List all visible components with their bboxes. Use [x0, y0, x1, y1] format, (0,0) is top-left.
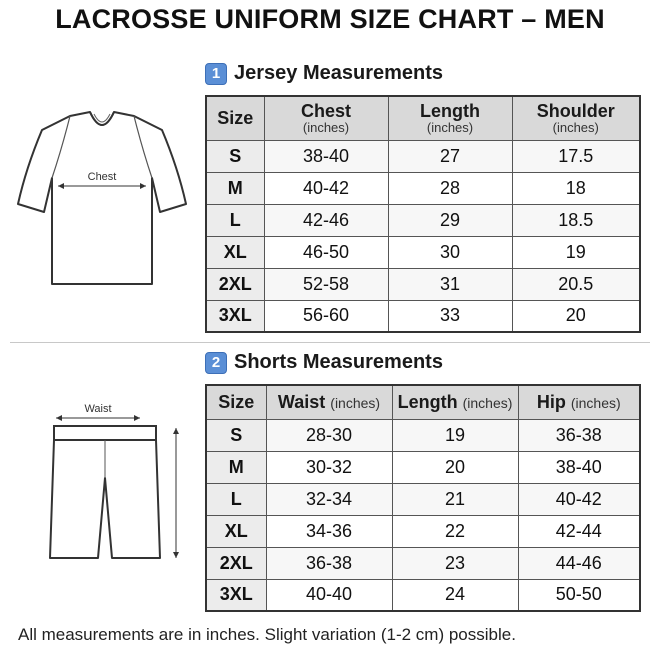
size-cell: XL: [206, 236, 264, 268]
shoulder-cell: 20: [512, 300, 640, 332]
size-cell: 3XL: [206, 579, 266, 611]
table-row: [206, 268, 640, 300]
table-row: [206, 236, 640, 268]
chest-measure-label: Chest: [87, 171, 117, 183]
hip-cell: 44-46: [518, 547, 640, 579]
jersey-outline: [18, 112, 186, 284]
chest-cell: 42-46: [264, 204, 388, 236]
shorts-section-title: Shorts Measurements: [234, 351, 443, 373]
jersey-section-title: Jersey Measurements: [234, 62, 444, 84]
shorts-illustration: [48, 398, 188, 568]
header-length-label: Length: [397, 391, 458, 412]
length-cell: 28: [388, 172, 512, 204]
size-cell: S: [206, 140, 264, 172]
length-cell: 23: [392, 547, 518, 579]
header-length: [388, 96, 512, 140]
table-row: [206, 419, 640, 451]
size-cell: 2XL: [206, 268, 264, 300]
header-length-label: Length: [420, 100, 480, 121]
chest-cell: 38-40: [264, 140, 388, 172]
size-cell: 3XL: [206, 300, 264, 332]
size-cell: M: [206, 172, 264, 204]
table-row: [206, 300, 640, 332]
chest-cell: 46-50: [264, 236, 388, 268]
page-title: LACROSSE UNIFORM SIZE CHART – MEN: [55, 4, 605, 34]
shorts-section-heading: [205, 351, 443, 374]
header-length: [392, 385, 518, 419]
section-divider: [10, 342, 650, 343]
table-row: [206, 140, 640, 172]
header-hip-unit: (inches): [570, 394, 621, 411]
waist-cell: 32-34: [266, 483, 392, 515]
hip-cell: 36-38: [518, 419, 640, 451]
waist-cell: 30-32: [266, 451, 392, 483]
jersey-section-heading: [205, 62, 443, 85]
hip-cell: 40-42: [518, 483, 640, 515]
header-shoulder-unit: (inches): [552, 119, 599, 135]
header-chest-label: Chest: [300, 100, 351, 121]
length-cell: 22: [392, 515, 518, 547]
length-cell: 27: [388, 140, 512, 172]
shorts-size-table: [205, 384, 641, 612]
table-row: [206, 204, 640, 236]
table-row: [206, 547, 640, 579]
jersey-size-table: [205, 95, 641, 333]
waist-cell: 34-36: [266, 515, 392, 547]
waist-cell: 40-40: [266, 579, 392, 611]
header-size: Size: [206, 96, 264, 140]
header-shoulder-label: Shoulder: [536, 100, 615, 121]
table-header-row: [206, 96, 640, 140]
size-cell: S: [206, 419, 266, 451]
length-cell: 24: [392, 579, 518, 611]
table-row: [206, 172, 640, 204]
section-number-badge: 1: [205, 63, 227, 85]
length-cell: 21: [392, 483, 518, 515]
size-cell: XL: [206, 515, 266, 547]
header-waist-unit: (inches): [330, 394, 381, 411]
shoulder-cell: 18: [512, 172, 640, 204]
waist-cell: 36-38: [266, 547, 392, 579]
hip-cell: 42-44: [518, 515, 640, 547]
header-size: Size: [206, 385, 266, 419]
shoulder-cell: 20.5: [512, 268, 640, 300]
section-number-badge: 2: [205, 352, 227, 374]
length-cell: 31: [388, 268, 512, 300]
header-length-unit: (inches): [426, 119, 474, 135]
shoulder-cell: 17.5: [512, 140, 640, 172]
table-row: [206, 515, 640, 547]
chest-cell: 40-42: [264, 172, 388, 204]
length-cell: 19: [392, 419, 518, 451]
length-cell: 30: [388, 236, 512, 268]
header-waist-label: Waist: [277, 391, 326, 412]
footer-note: All measurements are in inches. Slight variation (1-2 cm) possible.: [18, 625, 516, 644]
waist-measure-label: Waist: [84, 403, 112, 415]
table-row: [206, 579, 640, 611]
length-cell: 20: [392, 451, 518, 483]
size-cell: 2XL: [206, 547, 266, 579]
header-waist: [266, 385, 392, 419]
shorts-waistband: [54, 426, 156, 440]
header-chest: [264, 96, 388, 140]
header-chest-unit: (inches): [302, 119, 350, 135]
table-header-row: [206, 385, 640, 419]
chest-cell: 52-58: [264, 268, 388, 300]
size-cell: L: [206, 204, 264, 236]
size-cell: L: [206, 483, 266, 515]
size-cell: M: [206, 451, 266, 483]
chest-cell: 56-60: [264, 300, 388, 332]
hip-cell: 38-40: [518, 451, 640, 483]
waist-cell: 28-30: [266, 419, 392, 451]
header-shoulder: [512, 96, 640, 140]
shoulder-cell: 19: [512, 236, 640, 268]
jersey-illustration: [10, 108, 195, 293]
length-cell: 33: [388, 300, 512, 332]
length-cell: 29: [388, 204, 512, 236]
table-row: [206, 483, 640, 515]
table-row: [206, 451, 640, 483]
shoulder-cell: 18.5: [512, 204, 640, 236]
header-hip-label: Hip: [536, 391, 566, 412]
header-length-unit: (inches): [462, 394, 513, 411]
header-hip: [518, 385, 640, 419]
hip-cell: 50-50: [518, 579, 640, 611]
